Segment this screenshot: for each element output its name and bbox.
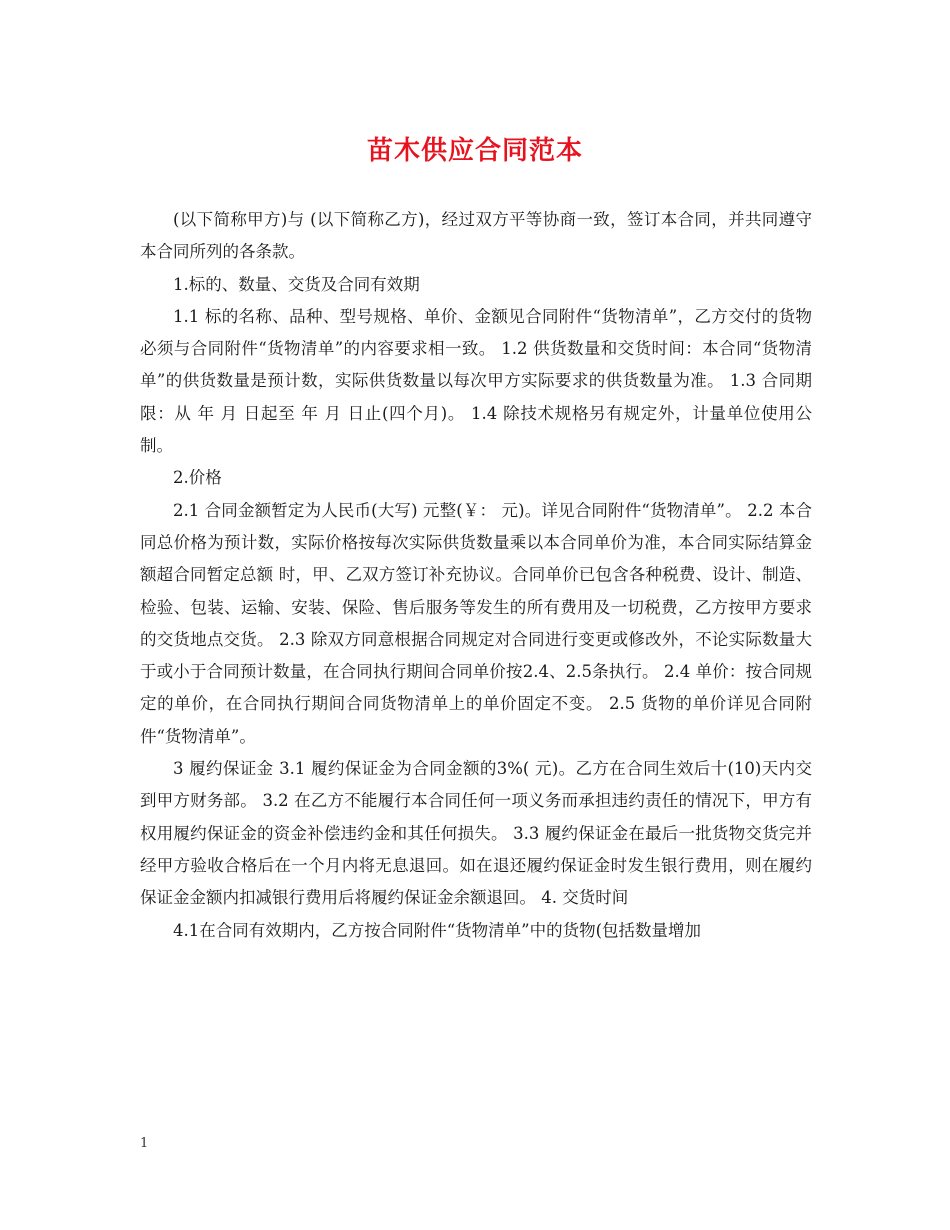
document-body [140,204,812,947]
section-heading-1: 1.标的、数量、交货及合同有效期 [173,274,420,294]
section-1-paragraph: 1.1 标的名称、品种、型号规格、单价、金额见合同附件“货物清单”，乙方交付的货物必须与合同附件“货物清单”的内容要求相一致。 1.2 供货数量和交货时间：本合同“货物清单”的供货数量是预计数，实际供货数量以每次甲方实际要求的供货数量为准。 1.3 合同期限：从 年 月 日起至 年 月 日止(四个月)。 1.4 除技术规格另有规定外，计量单位使用公制。 [140,306,812,456]
document-title: 苗木供应合同范本 [366,136,583,166]
intro-paragraph: (以下简称甲方)与 (以下简称乙方)，经过双方平等协商一致，签订本合同，并共同遵守本合同所列的各条款。 [140,210,812,262]
page-number: 1 [140,1136,149,1151]
section-4-paragraph: 4.1在合同有效期内，乙方按合同附件“货物清单”中的货物(包括数量增加 [173,920,702,940]
section-heading-2: 2.价格 [173,468,222,488]
section-2-paragraph: 2.1 合同金额暂定为人民币(大写) 元整(￥： 元)。详见合同附件“货物清单”。 2.2 本合同总价格为预计数，实际价格按每次实际供货数量乘以本合同单价为准，本合同实际结算金额超合同暂定总额 时，甲、乙双方签订补充协议。合同单价已包含各种税费、设计、制造、检验、包装、运输、安装、保险、售后服务等发生的所有费用及一切税费，乙方按甲方要求的交货地点交货。 2.3 除双方同意根据合同规定对合同进行变更或修改外，不论实际数量大于或小于合同预计数量，在合同执行期间合同单价按2.4、2.5条执行。 2.4 单价：按合同规定的单价，在合同执行期间合同货物清单上的单价固定不变。 2.5 货物的单价详见合同附件“货物清单”。 [140,500,812,746]
section-3-paragraph: 3 履约保证金 3.1 履约保证金为合同金额的3%( 元)。乙方在合同生效后十(10)天内交到甲方财务部。 3.2 在乙方不能履行本合同任何一项义务而承担违约责任的情况下，甲方有权用履约保证金的资金补偿违约金和其任何损失。 3.3 履约保证金在最后一批货物交货完并经甲方验收合格后在一个月内将无息退回。如在退还履约保证金时发生银行费用，则在履约保证金金额内扣减银行费用后将履约保证金余额退回。 4. 交货时间 [140,759,812,908]
